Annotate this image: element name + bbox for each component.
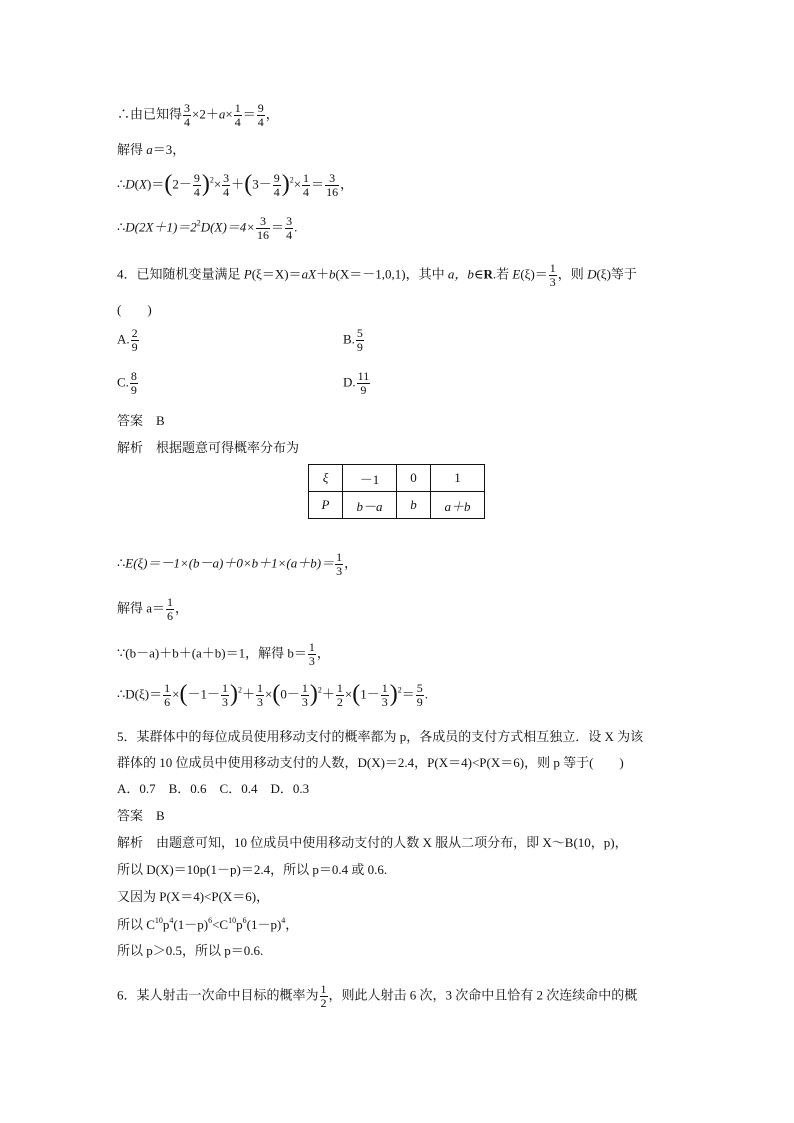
eq-e4: ∴D(ξ)＝ $\frac{1}{6}$ ×(－1－ $\frac{1}{3}$ )$^2$＋ $\frac{1}{3}$ ×(0－ $\frac{1}{3}$ )$^2$＋ $\frac{1}{2}$ ×(1－ $\frac{1}{3}$ )$^2$＝ $\frac{5}{9}$ .: [117, 680, 428, 709]
fraction: $\frac{3}{4}$: [184, 101, 191, 129]
table-cell: b－a: [356, 498, 383, 514]
answer-4: 答案 B: [117, 413, 165, 428]
table-cell: 0: [410, 470, 417, 485]
explanation-4: 解析 根据题意可得概率分布为: [117, 440, 300, 455]
explanation-5-line-2: 所以 D(X)＝10p(1－p)＝2.4，所以 p＝0.4 或 0.6.: [117, 862, 388, 877]
question-5-line-2: 群体的 10 位成员中使用移动支付的人数，D(X)＝2.4，P(X＝4)<P(X＝6)，则 p 等于( ): [117, 755, 624, 770]
answer-5: 答案 B: [117, 808, 165, 823]
eq-line-3: ∴D(X)＝(2－ $\frac{9}{4}$ )$^2$× $\frac{3}{4}$ ＋(3－ $\frac{9}{4}$ )$^2$× $\frac{1}{4}$ ＝ $\frac{3}{16}$ ，: [117, 170, 354, 199]
fraction: $\frac{1}{3}$: [549, 261, 556, 289]
explanation-5-line-3: 又因为 P(X＝4)<P(X＝6)，: [117, 889, 270, 904]
distribution-table: [308, 464, 485, 519]
option-d: D. $\frac{11}{9}$: [343, 369, 370, 397]
explanation-5-line-1: 解析 由题意可知，10 位成员中使用移动支付的人数 X 服从二项分布，即 X～B(10，p)，: [117, 835, 628, 850]
question-5-line-1: 5．某群体中的每位成员使用移动支付的概率都为 p，各成员的支付方式相互独立．设 X 为该: [117, 729, 644, 744]
eq-e2: 解得 a＝ $\frac{1}{6}$ ，: [117, 595, 189, 623]
answer-paren: ( ): [117, 302, 152, 317]
table-cell: P: [321, 497, 330, 512]
option-c: C. $\frac{8}{9}$: [117, 369, 137, 397]
eq-line-1: ∴由已知得 $\frac{3}{4}$ ×2＋a× $\frac{1}{4}$ ＝ $\frac{9}{4}$ ，: [117, 101, 279, 129]
question-4: 4．已知随机变量满足 P(ξ＝X)＝aX＋b(X＝－1,0,1)，其中 a，b∈R.若 E(ξ)＝ $\frac{1}{3}$ ，则 D(ξ)等于: [117, 261, 637, 289]
fraction: $\frac{9}{4}$: [257, 101, 264, 129]
fraction: $\frac{3}{16}$: [257, 214, 270, 242]
table-row: [309, 492, 485, 519]
eq-e3: ∵(b－a)＋b＋(a＋b)＝1，解得 b＝ $\frac{1}{3}$ ，: [117, 640, 330, 668]
option-b: B. $\frac{5}{9}$: [343, 326, 363, 354]
question-6: 6．某人射击一次命中目标的概率为 $\frac{1}{2}$ ，则此人射击 6 次，3 次命中且恰有 2 次连续命中的概: [117, 982, 638, 1010]
fraction: $\frac{1}{4}$: [303, 171, 310, 199]
option-a: A. $\frac{2}{9}$: [117, 326, 138, 354]
fraction: $\frac{3}{4}$: [286, 214, 293, 242]
eq-line-2: 解得 a＝3，: [117, 142, 186, 157]
eq-e1: ∴E(ξ)＝－1×(b－a)＋0×b＋1×(a＋b)＝ $\frac{1}{3}$ ，: [117, 550, 358, 578]
table-cell: 1: [454, 470, 461, 485]
question-5-options: A．0.7 B．0.6 C．0.4 D．0.3: [117, 781, 310, 796]
fraction: $\frac{3}{4}$: [223, 171, 230, 199]
table-cell: －1: [359, 471, 380, 487]
explanation-5-line-4: 所以 $C^{10}p^4(1-p)^6<C^{10}p^6(1-p)^4$，: [117, 916, 299, 932]
explanation-5-line-5: 所以 p＞0.5，所以 p＝0.6.: [117, 943, 264, 958]
fraction: $\frac{3}{16}$: [326, 171, 339, 199]
table-cell: b: [410, 497, 417, 512]
fraction: $\frac{1}{4}$: [234, 101, 241, 129]
table-cell: a＋b: [444, 498, 471, 514]
eq-line-4: $\therefore D(2X+1)=2^2D(X)=4\times$ $\frac{3}{16}$ ＝ $\frac{3}{4}$ .: [117, 214, 298, 242]
fraction: $\frac{9}{4}$: [193, 171, 200, 199]
table-row: [309, 465, 485, 492]
table-cell: ξ: [322, 470, 329, 485]
fraction: $\frac{9}{4}$: [273, 171, 280, 199]
